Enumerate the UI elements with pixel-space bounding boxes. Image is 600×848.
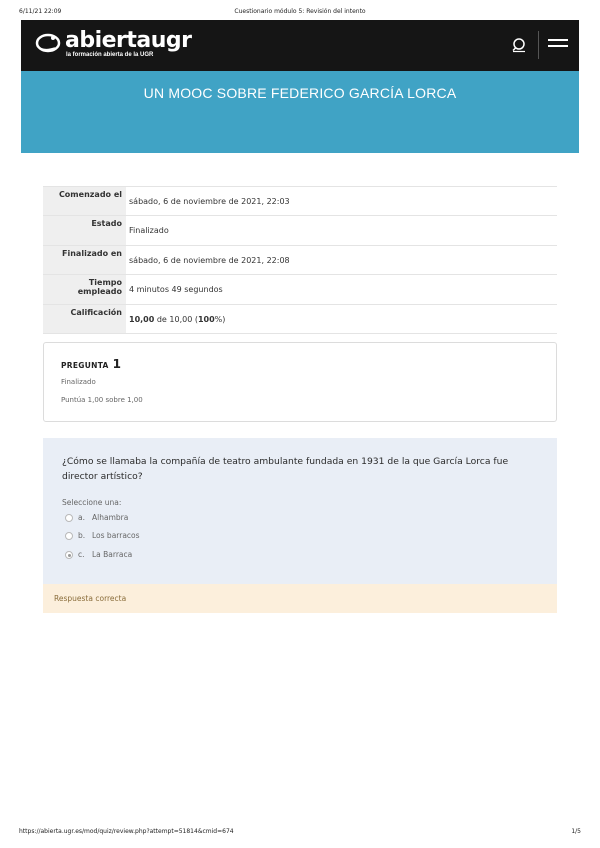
logo-tagline: la formación abierta de la UGR <box>66 52 154 58</box>
attempt-summary-table <box>43 186 557 334</box>
answer-letter: a. <box>78 513 85 522</box>
answer-text: Los barracos <box>92 531 140 540</box>
answer-text: Alhambra <box>92 513 129 522</box>
summary-label: Finalizado en <box>43 245 126 274</box>
table-row <box>43 245 557 274</box>
summary-label: Tiempo empleado <box>43 275 126 304</box>
table-row <box>43 216 557 245</box>
summary-value: 4 minutos 49 segundos <box>126 275 557 304</box>
summary-value: sábado, 6 de noviembre de 2021, 22:03 <box>126 187 557 216</box>
feedback-box <box>43 584 557 613</box>
table-row <box>43 275 557 304</box>
question-number-value: 1 <box>112 357 122 371</box>
logo-text: abiertaugr <box>65 28 192 53</box>
grade-label: Calificación <box>43 304 126 333</box>
grade-value <box>126 304 557 333</box>
logo-swirl-icon <box>35 32 61 54</box>
print-header <box>0 8 600 20</box>
summary-value: Finalizado <box>126 216 557 245</box>
site-logo[interactable] <box>35 28 195 64</box>
radio-button-selected[interactable] <box>65 551 73 559</box>
grade-score: 10,00 <box>129 314 155 324</box>
print-url: https://abierta.ugr.es/mod/quiz/review.php?attempt=51814&cmid=674 <box>19 828 234 835</box>
feedback-text: Respuesta correcta <box>54 594 127 603</box>
grade-percent: 100 <box>197 314 215 324</box>
print-footer <box>0 828 600 838</box>
hamburger-menu-icon[interactable] <box>548 39 568 51</box>
question-label: PREGUNTA <box>61 361 109 370</box>
answer-letter: c. <box>78 550 85 559</box>
radio-button[interactable] <box>65 532 73 540</box>
summary-label: Estado <box>43 216 126 245</box>
answer-prompt: Seleccione una: <box>62 498 122 507</box>
answer-letter: b. <box>78 531 86 540</box>
question-state: Finalizado <box>61 378 96 386</box>
question-mark: Puntúa 1,00 sobre 1,00 <box>61 396 143 404</box>
question-content <box>43 438 557 584</box>
print-document-title: Cuestionario módulo 5: Revisión del intento <box>234 8 366 15</box>
top-navbar <box>21 20 579 71</box>
radio-button[interactable] <box>65 514 73 522</box>
grade-suffix: %) <box>214 314 226 324</box>
summary-label: Comenzado el <box>43 187 126 216</box>
question-text: ¿Cómo se llamaba la compañía de teatro ambulante fundada en 1931 de la que García Lorca fue director artístico? <box>62 456 509 482</box>
answer-text: La Barraca <box>92 550 133 559</box>
course-title: UN MOOC SOBRE FEDERICO GARCÍA LORCA <box>143 85 457 101</box>
print-page-number: 1/5 <box>571 828 581 835</box>
summary-value: sábado, 6 de noviembre de 2021, 22:08 <box>126 245 557 274</box>
navbar-divider <box>538 31 539 59</box>
course-banner <box>21 71 579 153</box>
grade-of: de 10,00 ( <box>154 314 198 324</box>
question-info-box <box>43 342 557 422</box>
table-row <box>43 187 557 216</box>
search-icon[interactable] <box>511 37 527 53</box>
table-row <box>43 304 557 333</box>
print-timestamp: 6/11/21 22:09 <box>19 8 62 15</box>
question-number <box>61 357 121 371</box>
